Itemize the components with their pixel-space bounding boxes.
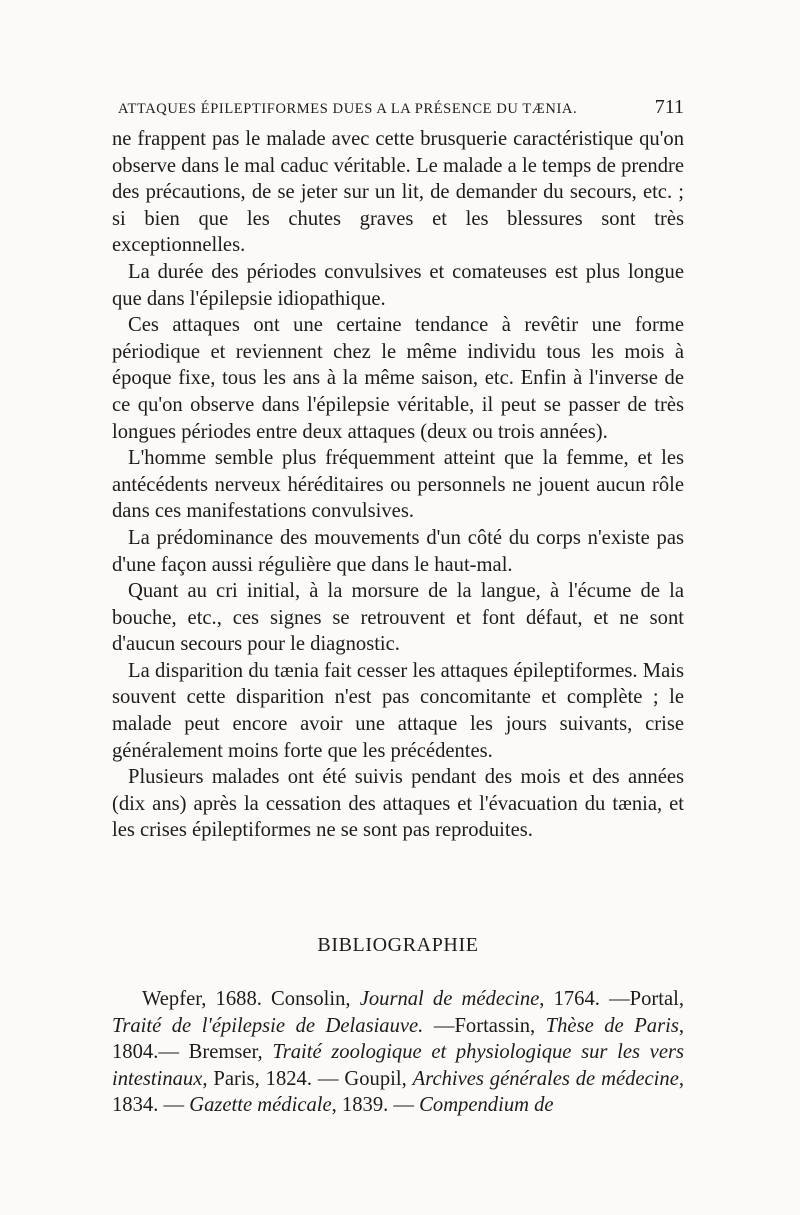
- paragraph: Ces attaques ont une certaine tendance à revêtir une forme périodique et reviennent chez le même individu tous les mois à époque fixe, tous les ans à la même saison, etc. Enfin à l'inverse de ce qu'on observe dans l'épilepsie véritable, il peut se passer de très longues périodes entre deux attaques (deux ou trois années).: [112, 314, 684, 443]
- paragraph: La prédominance des mouvements d'un côté du corps n'existe pas d'une façon aussi régulière que dans le haut-mal.: [112, 526, 684, 576]
- bib-segment-italic: Archives générales de médecine: [412, 1067, 679, 1090]
- bib-segment-italic: Thèse de Paris: [545, 1014, 679, 1037]
- bib-segment: Wepfer, 1688. Consolin,: [142, 988, 360, 1010]
- bib-segment: —Fortassin,: [423, 1014, 546, 1037]
- bib-segment: , 1834. —: [112, 1067, 684, 1117]
- bib-segment-italic: Gazette médicale: [189, 1094, 332, 1117]
- bib-segment: , 1839. —: [331, 1094, 420, 1117]
- running-head-title: ATTAQUES ÉPILEPTIFORMES DUES A LA PRÉSENCE DU TÆNIA.: [118, 101, 578, 117]
- bib-segment-italic: Traité de l'épilepsie de Delasiauve.: [112, 1014, 424, 1037]
- bib-segment: , Paris, 1824. — Goupil,: [202, 1067, 413, 1090]
- bib-segment-italic: Traité zoologique et physiologique sur les vers intestinaux: [112, 1041, 684, 1090]
- paragraph: La disparition du tænia fait cesser les attaques épileptiformes. Mais souvent cette disparition n'est pas concomitante et complète ; le malade peut encore avoir une attaque les jours suivants, crise généralement moins forte que les précédentes.: [112, 659, 684, 762]
- bib-segment: , 1764. —Portal,: [539, 988, 684, 1010]
- page-number: 711: [654, 96, 684, 118]
- bib-segment: , 1804.— Bremser,: [112, 1014, 685, 1064]
- paragraph: Plusieurs malades ont été suivis pendant des mois et des années (dix ans) après la cessation des attaques et l'évacuation du tænia, et les crises épileptiformes ne se sont pas reproduites.: [112, 766, 684, 842]
- paragraph: Quant au cri initial, à la morsure de la langue, à l'écume de la bouche, etc., ces signes se retrouvent et font défaut, et ne sont d'aucun secours pour le diagnostic.: [112, 580, 684, 656]
- running-head: [112, 97, 684, 121]
- body-text: [112, 126, 684, 844]
- paragraph: ne frappent pas le malade avec cette brusquerie caractéristique qu'on observe dans le mal caduc véritable. Le malade a le temps de prendre des précautions, de se jeter sur un lit, de demander du secours, etc. ; si bien que les chutes graves et les blessures sont très exceptionnelles.: [112, 128, 684, 257]
- bibliography-entries: [112, 986, 684, 1119]
- paragraph: L'homme semble plus fréquemment atteint que la femme, et les antécédents nerveux héréditaires ou personnels ne jouent aucun rôle dans ces manifestations convulsives.: [112, 447, 684, 523]
- bibliography-heading: BIBLIOGRAPHIE: [317, 934, 479, 956]
- paragraph: La durée des périodes convulsives et comateuses est plus longue que dans l'épilepsie idiopathique.: [112, 260, 684, 310]
- bib-segment-italic: Journal de médecine: [359, 988, 540, 1010]
- bib-segment-italic: Compendium de: [419, 1094, 554, 1117]
